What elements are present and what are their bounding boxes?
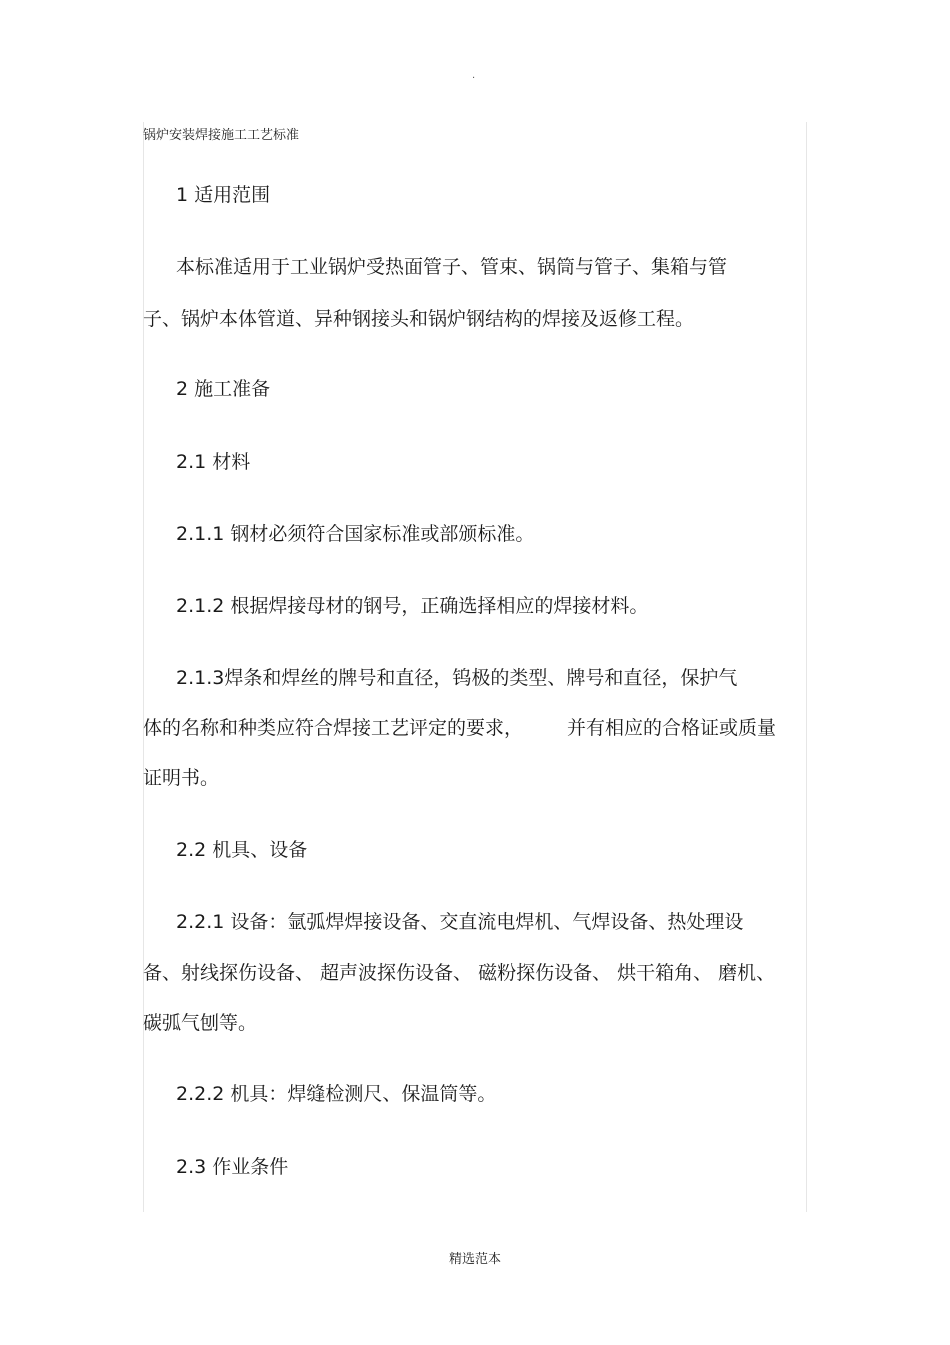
page-frame-left-rule bbox=[143, 122, 144, 1212]
item-2-1-3-line-1: 2.1.3焊条和焊丝的牌号和直径，钨极的类型、牌号和直径，保护气 bbox=[176, 667, 738, 689]
item-2-2-1-line-1: 2.2.1 设备：氩弧焊焊接设备、交直流电焊机、气焊设备、热处理设 bbox=[176, 911, 744, 933]
item-2-1-1: 2.1.1 钢材必须符合国家标准或部颁标准。 bbox=[176, 523, 535, 545]
item-2-2-2: 2.2.2 机具：焊缝检测尺、保温筒等。 bbox=[176, 1083, 497, 1105]
item-2-1-3-line-2 bbox=[143, 716, 776, 740]
header-dot: . bbox=[472, 70, 476, 81]
page-footer: 精选范本 bbox=[448, 1252, 501, 1267]
item-2-2-1-line-2: 备、射线探伤设备、 超声波探伤设备、 磁粉探伤设备、 烘干箱角、 磨机、 bbox=[143, 962, 776, 984]
item-2-1-3-line-3: 证明书。 bbox=[143, 767, 220, 789]
section-1-paragraph-line-1: 本标准适用于工业锅炉受热面管子、管束、锅筒与管子、集箱与管 bbox=[176, 256, 728, 278]
item-2-1-2: 2.1.2 根据焊接母材的钢号，正确选择相应的焊接材料。 bbox=[176, 595, 649, 617]
section-1-paragraph-line-2: 子、锅炉本体管道、异种钢接头和锅炉钢结构的焊接及返修工程。 bbox=[143, 308, 695, 330]
page-frame-right-rule bbox=[806, 122, 807, 1212]
item-2-1-3-line-2-part-a: 体的名称和种类应符合焊接工艺评定的要求， bbox=[143, 717, 524, 739]
document-title: 锅炉安装焊接施工工艺标准 bbox=[143, 128, 300, 143]
item-2-1-3-line-2-part-b: 并有相应的合格证或质量 bbox=[567, 717, 777, 739]
section-1-heading: 1 适用范围 bbox=[176, 184, 271, 206]
section-2-1-heading: 2.1 材料 bbox=[176, 451, 251, 473]
item-2-2-1-line-3: 碳弧气刨等。 bbox=[143, 1012, 258, 1034]
section-2-heading: 2 施工准备 bbox=[176, 378, 271, 400]
section-2-3-heading: 2.3 作业条件 bbox=[176, 1156, 289, 1178]
section-2-2-heading: 2.2 机具、设备 bbox=[176, 839, 308, 861]
